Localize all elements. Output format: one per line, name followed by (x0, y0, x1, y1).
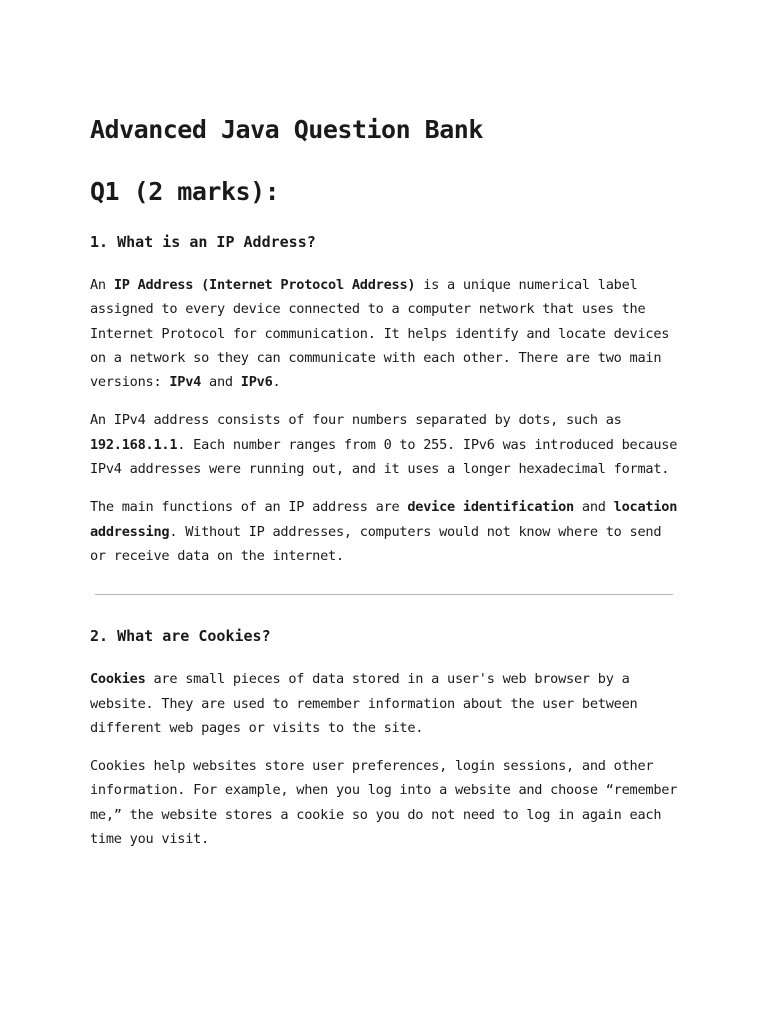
cookies-paragraph-1: Cookies are small pieces of data stored in a user's web browser by a website. They are used to remember information about the user between different web pages or visits to the site. (90, 671, 638, 736)
ip-paragraph-2: An IPv4 address consists of four numbers separated by dots, such as 192.168.1.1. Each number ranges from 0 to 255. IPv6 was introduced because IPv4 addresses were running out, and it uses a longer hexadecimal format. (90, 412, 678, 478)
section-heading-ip-address: 1. What is an IP Address? (90, 233, 316, 251)
section-divider (95, 594, 673, 595)
ip-paragraph-3: The main functions of an IP address are device identification and location addressing. Without IP addresses, computers would not know where to send or receive data on the internet. (90, 499, 678, 564)
ip-paragraph-1: An IP Address (Internet Protocol Address) is a unique numerical label assigned to every device connected to a computer network that uses the Internet Protocol for communication. It helps identify and locate devices on a network so they can communicate with each other. There are two main versions: IPv4 and IPv6. (90, 277, 670, 391)
document-title: Advanced Java Question Bank (90, 115, 483, 144)
section-heading-cookies: 2. What are Cookies? (90, 627, 271, 646)
document-content (90, 110, 680, 865)
cookies-paragraph-2: Cookies help websites store user preferences, login sessions, and other information. For example, when you log into a website and choose “remember me,” the website stores a cookie so you do not need to log in again each time you visit. (90, 758, 678, 848)
question-heading: Q1 (2 marks): (90, 177, 280, 206)
